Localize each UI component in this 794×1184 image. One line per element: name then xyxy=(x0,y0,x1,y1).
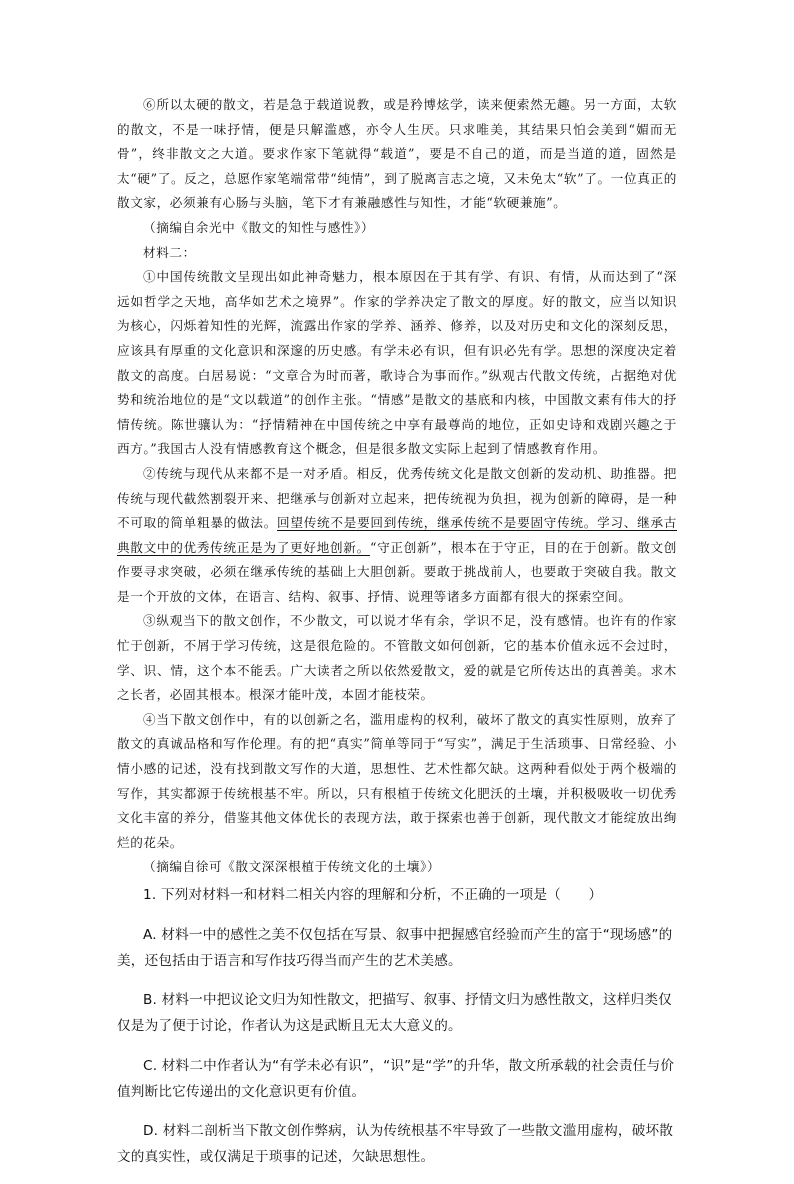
question-1-option-c: C. 材料二中作者认为“有学未必有识”，“识”是“学”的升华，散文所承载的社会责任与价值判断比它传递出的文化意识更有价值。 xyxy=(117,1057,675,1100)
material1-source: （摘编自余光中《散文的知性与感性》） xyxy=(143,219,375,235)
paragraph-2-text-a: ②传统与现代从来都不是一对矛盾。相反，优秀传统文化是散文创新的发动机、助推器。把传统与现代截然割裂开来、把继承与创新对立起来，把传统视为负担，视为创新的障碍，是一种不可取的简单粗暴的做法。 xyxy=(117,465,677,531)
material2-paragraph-2 xyxy=(117,462,677,610)
question-1-option-b: B. 材料一中把议论文归为知性散文，把描写、叙事、抒情文归为感性散文，这样归类仅仅是为了便于讨论，作者认为这是武断且无太大意义的。 xyxy=(117,992,672,1035)
paragraph-2-underlined-sentence: 回望传统不是要回到传统，继承传统不是要固守传统。学习、继承古典散文中的优秀传统正是为了更好地创新。 xyxy=(117,515,678,555)
material2-paragraph-4: ④当下散文创作中，有的以创新之名，滥用虚构的权利，破坏了散文的真实性原则，放弃了散文的真诚品格和写作伦理。有的把“真实”简单等同于“写实”，满足于生活琐事、日常经验、小情小感的记述，没有找到散文写作的大道，思想性、艺术性都欠缺。这两种看似处于两个极端的写作，其实都源于传统根基不牢。所以，只有根植于传统文化肥沃的土壤，并积极吸收一切优秀文化丰富的养分，借鉴其他文体优长的表现方法，敢于探索也善于创新，现代散文才能绽放出绚烂的花朵。 xyxy=(117,711,677,850)
text-body xyxy=(117,93,677,1184)
material2-paragraph-1: ①中国传统散文呈现出如此神奇魅力，根本原因在于其有学、有识、有情，从而达到了“深远如哲学之天地，高华如艺术之境界”。作家的学养决定了散文的厚度。好的散文，应当以知识为核心，闪烁着知性的光辉，流露出作家的学养、涵养、修养，以及对历史和文化的深刻反思，应该具有厚重的文化意识和深邃的历史感。有学未必有识，但有识必先有学。思想的深度决定着散文的高度。白居易说：“文章合为时而著，歌诗合为事而作。”纵观古代散文传统，占据绝对优势和统治地位的是“文以载道”的创作主张。“情感”是散文的基底和内核，中国散文素有伟大的抒情传统。陈世骧认为：“抒情精神在中国传统之中享有最尊尚的地位，正如史诗和戏剧兴趣之于西方。”我国古人没有情感教育这个概念，但是很多散文实际上起到了情感教育作用。 xyxy=(117,269,677,457)
question-1-stem: 1. 下列对材料一和材料二相关内容的理解和分析，不正确的一项是（ ） xyxy=(143,887,603,903)
material2-source: （摘编自徐可《散文深深根植于传统文化的土壤》） xyxy=(143,859,441,875)
material1-paragraph-6: ⑥所以太硬的散文，若是急于载道说教，或是矜博炫学，读来便索然无趣。另一方面，太软的散文，不是一味抒情，便是只解滥感，亦令人生厌。只求唯美，其结果只怕会美到“媚而无骨”，终非散文之大道。要求作家下笔就得“载道”，要是不自己的道，而是当道的道，固然是太“硬”了。反之，总愿作家笔端常带“纯情”，到了脱离言志之境，又未免太“软”了。一位真正的散文家，必须兼有心肠与头脑，笔下才有兼融感性与知性，才能“软硬兼施”。 xyxy=(117,97,677,211)
material2-paragraph-3: ③纵观当下的散文创作，不少散文，可以说才华有余，学识不足，没有感情。也许有的作家忙于创新，不屑于学习传统，这是很危险的。不管散文如何创新，它的基本价值永远不会过时，学、识、情，这个本不能丢。广大读者之所以依然爱散文，爱的就是它所传达出的真善美。求木之长者，必固其根本。根深才能叶茂，本固才能枝荣。 xyxy=(117,613,677,703)
question-1-option-d: D. 材料二剖析当下散文创作弊病，认为传统根基不牢导致了一些散文滥用虚构，破坏散文的真实性，或仅满足于琐事的记述，欠缺思想性。 xyxy=(117,1123,674,1166)
paragraph-2-text-b: “守正创新”，根本在于守正，目的在于创新。散文创作要寻求突破，必须在继承传统的基础上大胆创新。要敢于挑战前人，也要敢于突破自我。散文是一个开放的文体，在语言、结构、叙事、抒情、说理等诸多方面都有很大的探索空间。 xyxy=(117,539,677,604)
material2-heading: 材料二： xyxy=(143,244,196,260)
question-1-option-a: A. 材料一中的感性之美不仅包括在写景、叙事中把握感官经验而产生的富于“现场感”的美，还包括由于语言和写作技巧得当而产生的艺术美感。 xyxy=(117,926,673,969)
